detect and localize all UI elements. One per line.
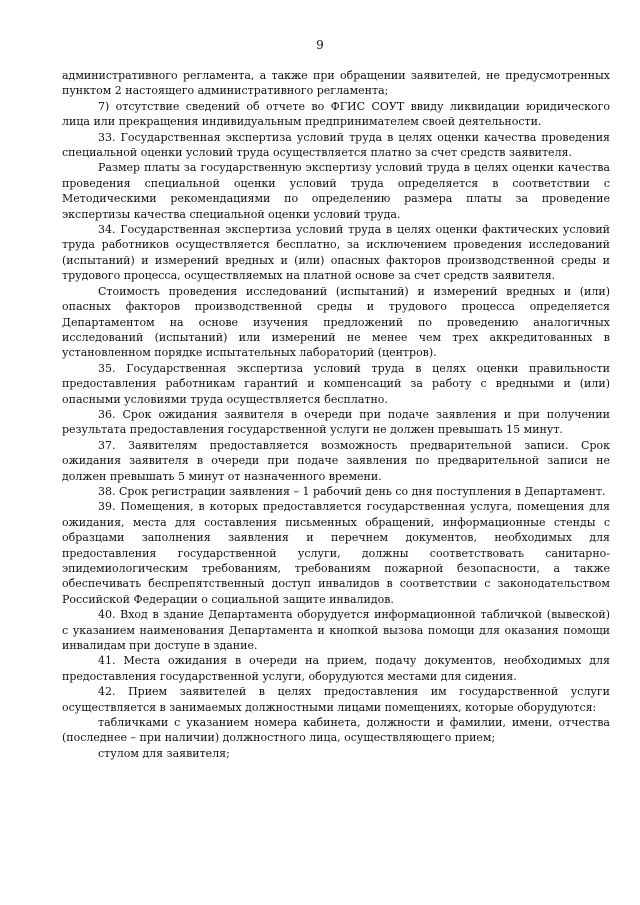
paragraph: 41. Места ожидания в очереди на прием, подачу документов, необходимых для предоставления государственной услуги, оборудуются местами для сидения. [62,654,610,683]
paragraph: 34. Государственная экспертиза условий труда в целях оценки фактических условий труда работников осуществляется бесплатно, за исключением проведения исследований (испытаний) и измерений вредных и (или) опасных факторов производственной среды и трудового процесса, осуществляемых на платной основе за счет средств заявителя. [62,223,610,283]
paragraph: 35. Государственная экспертиза условий труда в целях оценки правильности предоставления работникам гарантий и компенсаций за работу с вредными и (или) опасными условиями труда осуществляется бесплатно. [62,361,610,406]
paragraph: Размер платы за государственную экспертизу условий труда в целях оценки качества проведения специальной оценки условий труда определяется в соответствии с Методическими рекомендациями по определению размера платы за проведение экспертизы качества специальной оценки условий труда. [62,161,610,221]
document-body [62,68,610,761]
paragraph: 39. Помещения, в которых предоставляется государственная услуга, помещения для ожидания, места для составления письменных обращений, информационные стенды с образцами заполнения заявления и перечнем документов, необходимых для предоставления государственной услуги, должны соответствовать санитарно-эпидемиологическим требованиям, требованиям пожарной безопасности, а также обеспечивать беспрепятственный доступ инвалидов в соответствии с законодательством Российской Федерации о социальной защите инвалидов. [62,500,610,606]
paragraph: стулом для заявителя; [98,746,230,760]
paragraph: 7) отсутствие сведений об отчете во ФГИС СОУТ ввиду ликвидации юридического лица или прекращения индивидуальным предпринимателем своей деятельности. [62,99,610,129]
paragraph: 40. Вход в здание Департамента оборудуется информационной табличкой (вывеской) с указанием наименования Департамента и кнопкой вызова помощи для оказания помощи инвалидам при доступе в здание. [62,608,610,653]
paragraph: 36. Срок ожидания заявителя в очереди при подаче заявления и при получении результата предоставления государственной услуги не должен превышать 15 минут. [62,407,610,437]
paragraph: 38. Срок регистрации заявления – 1 рабочий день со дня поступления в Департамент. [98,484,606,498]
paragraph: 42. Прием заявителей в целях предоставления им государственной услуги осуществляется в занимаемых должностными лицами помещениях, которые оборудуются: [62,685,610,714]
page-number: 9 [316,38,324,52]
paragraph: 37. Заявителям предоставляется возможность предварительной записи. Срок ожидания заявителя в очереди при подаче заявления по предварительной записи не должен превышать 5 минут от назначенного времени. [62,438,610,483]
paragraph: 33. Государственная экспертиза условий труда в целях оценки качества проведения специальной оценки условий труда осуществляется платно за счет средств заявителя. [62,130,610,160]
paragraph: административного регламента, а также при обращении заявителей, не предусмотренных пунктом 2 настоящего административного регламента; [62,69,610,98]
paragraph: табличками с указанием номера кабинета, должности и фамилии, имени, отчества (последнее – при наличии) должностного лица, осуществляющего прием; [62,716,610,745]
paragraph: Стоимость проведения исследований (испытаний) и измерений вредных и (или) опасных факторов производственной среды и трудового процесса определяется Департаментом на основе изучения предложений по проведению аналогичных исследований (испытаний) или измерений не менее чем трех аккредитованных в установленном порядке испытательных лабораторий (центров). [62,284,610,360]
